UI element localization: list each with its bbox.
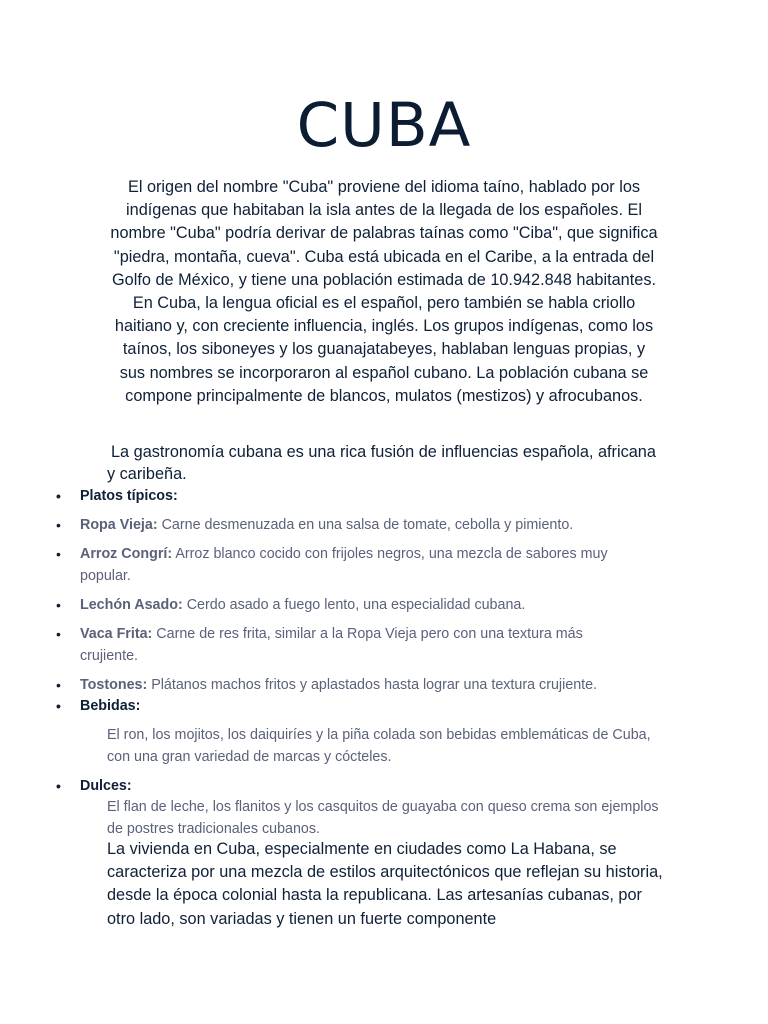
list-item-dulces (56, 775, 680, 797)
bullet-icon: • (56, 546, 61, 562)
list-item-bebidas (56, 695, 680, 717)
dulces-text: El flan de leche, los flanitos y los casquitos de guayaba con queso crema son ejemplos de postres tradicionales cubanos. (107, 799, 659, 837)
dish-description: Plátanos machos fritos y aplastados hasta lograr una textura crujiente. (147, 677, 598, 693)
page-title: CUBA (296, 90, 472, 161)
gastronomy-paragraph: La gastronomía cubana es una rica fusión de influencias española, africana y caribeña. (107, 443, 656, 483)
dish-name: Vaca Frita: (80, 626, 153, 642)
dish-name: Tostones: (80, 677, 148, 693)
list-item (56, 594, 680, 616)
vivienda-paragraph: La vivienda en Cuba, especialmente en ciudades como La Habana, se caracteriza por una mezcla de estilos arquitectónicos que reflejan su historia, desde la época colonial hasta la republicana. Las artesanías cubanas, por otro lado, son variadas y tienen un fuerte componente (107, 840, 663, 928)
bullet-icon: • (56, 488, 61, 504)
dish-name: Lechón Asado: (80, 597, 183, 613)
intro-paragraph: El origen del nombre "Cuba" proviene del idioma taíno, hablado por los indígenas que habitaban la isla antes de la llegada de los españoles. El nombre "Cuba" podría derivar de palabras taínas como "Ciba", que significa "piedra, montaña, cueva". Cuba está ubicada en el Caribe, a la entrada del Golfo de México, y tiene una población estimada de 10.942.848 habitantes. En Cuba, la lengua oficial es el español, pero también se habla criollo haitiano y, con creciente influencia, inglés. Los grupos indígenas, como los taínos, los siboneyes y los guanajatabeyes, hablaban lenguas propias, y sus nombres se incorporaron al español cubano. La población cubana se compone principalmente de blancos, mulatos (mestizos) y afrocubanos. (110, 178, 658, 405)
list-item (56, 543, 660, 587)
platos-heading: Platos típicos: (80, 488, 178, 504)
bebidas-text: El ron, los mojitos, los daiquiríes y la piña colada son bebidas emblemáticas de Cuba, con una gran variedad de marcas y cócteles. (107, 727, 651, 765)
bullet-icon: • (56, 597, 61, 613)
bebidas-heading: Bebidas: (80, 698, 141, 714)
bullet-icon: • (56, 677, 61, 693)
dish-description: Arroz blanco cocido con frijoles negros, una mezcla de sabores muy popular. (80, 546, 608, 584)
bullet-icon: • (56, 626, 61, 642)
list-item (56, 674, 680, 696)
list-item-platos (56, 485, 680, 507)
bullet-icon: • (56, 778, 61, 794)
dish-description: Cerdo asado a fuego lento, una especialidad cubana. (182, 597, 526, 613)
bullet-icon: • (56, 517, 61, 533)
dish-name: Arroz Congrí: (80, 546, 173, 562)
dulces-heading: Dulces: (80, 778, 132, 794)
list-item (56, 623, 640, 667)
bullet-icon: • (56, 698, 61, 714)
dish-name: Ropa Vieja: (80, 517, 158, 533)
dish-description: Carne desmenuzada en una salsa de tomate, cebolla y pimiento. (157, 517, 574, 533)
list-item (56, 514, 680, 536)
dish-description: Carne de res frita, similar a la Ropa Vieja pero con una textura más crujiente. (80, 626, 583, 664)
